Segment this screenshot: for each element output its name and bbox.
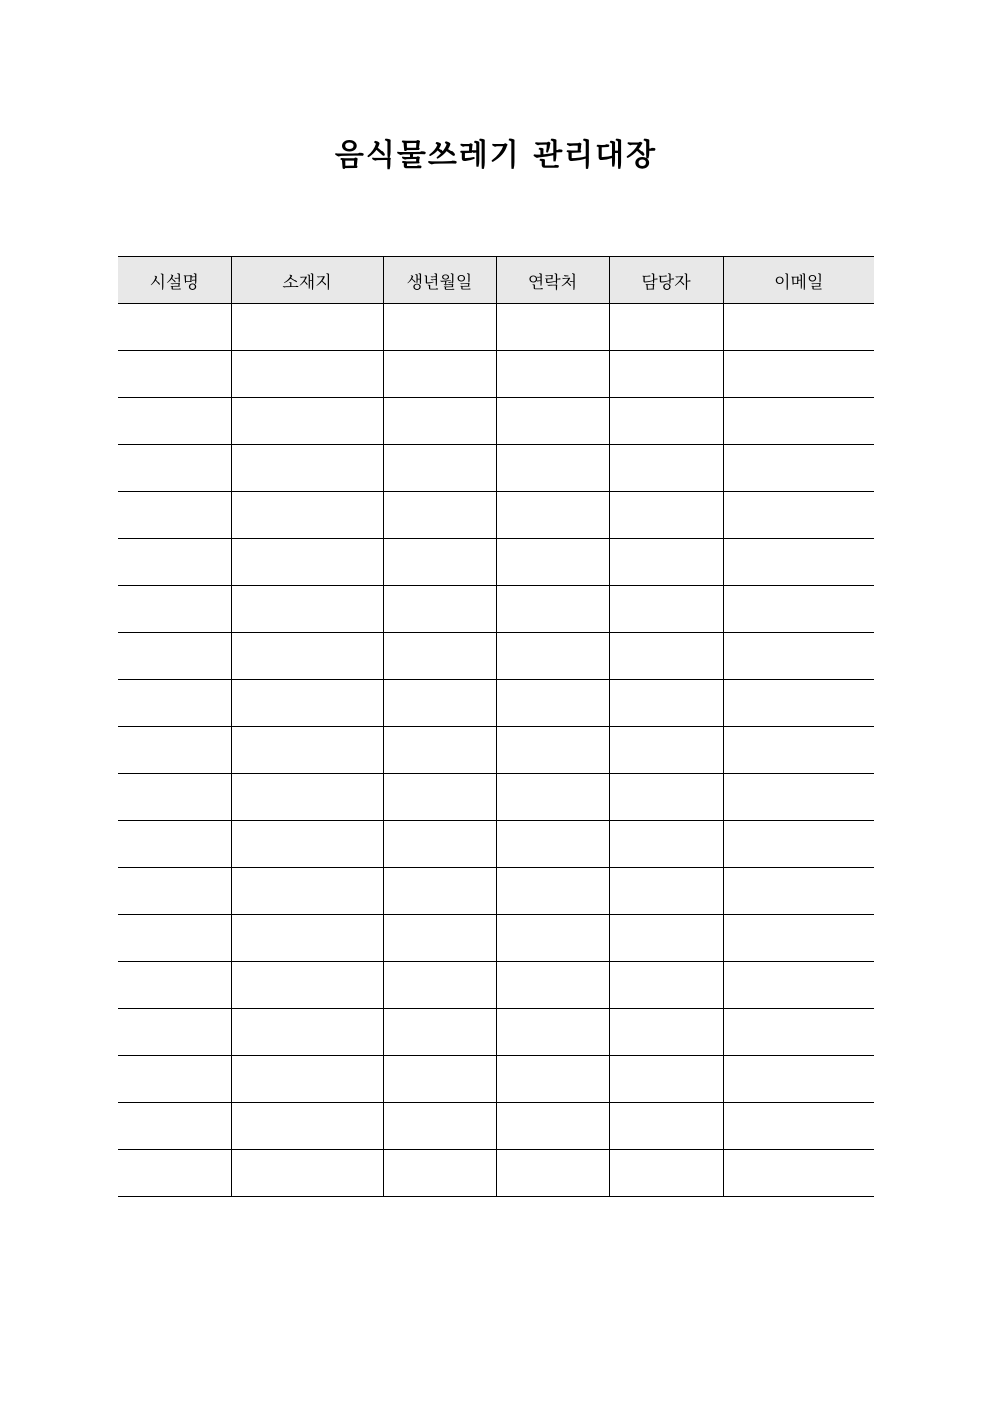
cell-contact[interactable] (496, 915, 609, 962)
cell-email[interactable] (723, 492, 874, 539)
cell-email[interactable] (723, 962, 874, 1009)
cell-birthdate[interactable] (383, 492, 496, 539)
cell-contact[interactable] (496, 586, 609, 633)
cell-email[interactable] (723, 1009, 874, 1056)
cell-location[interactable] (231, 774, 383, 821)
cell-manager[interactable] (609, 633, 723, 680)
cell-birthdate[interactable] (383, 586, 496, 633)
table-body (118, 304, 874, 1197)
cell-manager[interactable] (609, 915, 723, 962)
cell-manager[interactable] (609, 351, 723, 398)
management-ledger-table (118, 256, 874, 1197)
cell-birthdate[interactable] (383, 1103, 496, 1150)
cell-contact[interactable] (496, 539, 609, 586)
table-row (118, 774, 874, 821)
cell-location[interactable] (231, 868, 383, 915)
cell-email[interactable] (723, 351, 874, 398)
table-row (118, 633, 874, 680)
cell-birthdate[interactable] (383, 1009, 496, 1056)
cell-birthdate[interactable] (383, 539, 496, 586)
cell-birthdate[interactable] (383, 962, 496, 1009)
table-row (118, 1009, 874, 1056)
cell-contact[interactable] (496, 351, 609, 398)
cell-manager[interactable] (609, 727, 723, 774)
cell-location[interactable] (231, 821, 383, 868)
cell-birthdate[interactable] (383, 398, 496, 445)
header-email: 이메일 (723, 257, 874, 304)
cell-facility-name[interactable] (118, 398, 231, 445)
cell-location[interactable] (231, 1150, 383, 1197)
cell-facility-name[interactable] (118, 821, 231, 868)
cell-contact[interactable] (496, 398, 609, 445)
cell-manager[interactable] (609, 868, 723, 915)
cell-facility-name[interactable] (118, 962, 231, 1009)
cell-facility-name[interactable] (118, 1103, 231, 1150)
cell-birthdate[interactable] (383, 633, 496, 680)
cell-contact[interactable] (496, 774, 609, 821)
cell-manager[interactable] (609, 539, 723, 586)
cell-email[interactable] (723, 586, 874, 633)
cell-facility-name[interactable] (118, 351, 231, 398)
cell-contact[interactable] (496, 1009, 609, 1056)
cell-location[interactable] (231, 962, 383, 1009)
cell-contact[interactable] (496, 680, 609, 727)
cell-location[interactable] (231, 351, 383, 398)
cell-location[interactable] (231, 304, 383, 351)
table-row (118, 398, 874, 445)
cell-manager[interactable] (609, 492, 723, 539)
cell-email[interactable] (723, 539, 874, 586)
cell-contact[interactable] (496, 304, 609, 351)
cell-manager[interactable] (609, 1103, 723, 1150)
cell-contact[interactable] (496, 445, 609, 492)
table-row (118, 962, 874, 1009)
cell-location[interactable] (231, 1009, 383, 1056)
cell-birthdate[interactable] (383, 868, 496, 915)
cell-birthdate[interactable] (383, 915, 496, 962)
cell-facility-name[interactable] (118, 304, 231, 351)
cell-manager[interactable] (609, 586, 723, 633)
cell-email[interactable] (723, 1103, 874, 1150)
page-title: 음식물쓰레기 관리대장 (334, 138, 658, 173)
cell-facility-name[interactable] (118, 868, 231, 915)
table-row (118, 680, 874, 727)
cell-manager[interactable] (609, 1056, 723, 1103)
cell-contact[interactable] (496, 727, 609, 774)
cell-contact[interactable] (496, 1150, 609, 1197)
cell-location[interactable] (231, 1103, 383, 1150)
cell-facility-name[interactable] (118, 1056, 231, 1103)
table-row (118, 351, 874, 398)
cell-location[interactable] (231, 398, 383, 445)
cell-email[interactable] (723, 868, 874, 915)
cell-email[interactable] (723, 1150, 874, 1197)
header-contact: 연락처 (496, 257, 609, 304)
table-row (118, 586, 874, 633)
table-row (118, 1150, 874, 1197)
cell-location[interactable] (231, 915, 383, 962)
cell-contact[interactable] (496, 633, 609, 680)
cell-manager[interactable] (609, 821, 723, 868)
cell-birthdate[interactable] (383, 680, 496, 727)
cell-email[interactable] (723, 727, 874, 774)
cell-facility-name[interactable] (118, 633, 231, 680)
cell-facility-name[interactable] (118, 680, 231, 727)
cell-email[interactable] (723, 774, 874, 821)
cell-birthdate[interactable] (383, 304, 496, 351)
cell-manager[interactable] (609, 1150, 723, 1197)
cell-location[interactable] (231, 727, 383, 774)
cell-email[interactable] (723, 1056, 874, 1103)
cell-facility-name[interactable] (118, 727, 231, 774)
cell-facility-name[interactable] (118, 1150, 231, 1197)
cell-birthdate[interactable] (383, 1150, 496, 1197)
table-row (118, 821, 874, 868)
cell-facility-name[interactable] (118, 915, 231, 962)
table-row (118, 727, 874, 774)
cell-location[interactable] (231, 445, 383, 492)
cell-email[interactable] (723, 445, 874, 492)
cell-contact[interactable] (496, 962, 609, 1009)
table-row (118, 915, 874, 962)
cell-birthdate[interactable] (383, 727, 496, 774)
cell-location[interactable] (231, 1056, 383, 1103)
cell-manager[interactable] (609, 445, 723, 492)
header-location: 소재지 (231, 257, 383, 304)
table-row (118, 445, 874, 492)
cell-contact[interactable] (496, 1056, 609, 1103)
cell-facility-name[interactable] (118, 492, 231, 539)
table-header-row (118, 257, 874, 304)
cell-location[interactable] (231, 539, 383, 586)
table-row (118, 1056, 874, 1103)
table-row (118, 1103, 874, 1150)
header-birthdate: 생년월일 (383, 257, 496, 304)
cell-location[interactable] (231, 492, 383, 539)
cell-contact[interactable] (496, 1103, 609, 1150)
cell-manager[interactable] (609, 1009, 723, 1056)
cell-email[interactable] (723, 821, 874, 868)
cell-birthdate[interactable] (383, 1056, 496, 1103)
header-manager: 담당자 (609, 257, 723, 304)
cell-manager[interactable] (609, 398, 723, 445)
cell-contact[interactable] (496, 492, 609, 539)
cell-contact[interactable] (496, 868, 609, 915)
cell-facility-name[interactable] (118, 539, 231, 586)
cell-facility-name[interactable] (118, 586, 231, 633)
cell-facility-name[interactable] (118, 445, 231, 492)
cell-birthdate[interactable] (383, 351, 496, 398)
cell-manager[interactable] (609, 304, 723, 351)
cell-facility-name[interactable] (118, 774, 231, 821)
table-row (118, 304, 874, 351)
table-row (118, 868, 874, 915)
cell-manager[interactable] (609, 774, 723, 821)
table-row (118, 539, 874, 586)
table-row (118, 492, 874, 539)
cell-manager[interactable] (609, 680, 723, 727)
cell-email[interactable] (723, 304, 874, 351)
cell-birthdate[interactable] (383, 821, 496, 868)
cell-facility-name[interactable] (118, 1009, 231, 1056)
cell-birthdate[interactable] (383, 774, 496, 821)
cell-email[interactable] (723, 398, 874, 445)
cell-location[interactable] (231, 633, 383, 680)
cell-email[interactable] (723, 633, 874, 680)
header-facility-name: 시설명 (118, 257, 231, 304)
cell-birthdate[interactable] (383, 445, 496, 492)
cell-contact[interactable] (496, 821, 609, 868)
cell-manager[interactable] (609, 962, 723, 1009)
cell-location[interactable] (231, 680, 383, 727)
cell-email[interactable] (723, 680, 874, 727)
cell-email[interactable] (723, 915, 874, 962)
cell-location[interactable] (231, 586, 383, 633)
